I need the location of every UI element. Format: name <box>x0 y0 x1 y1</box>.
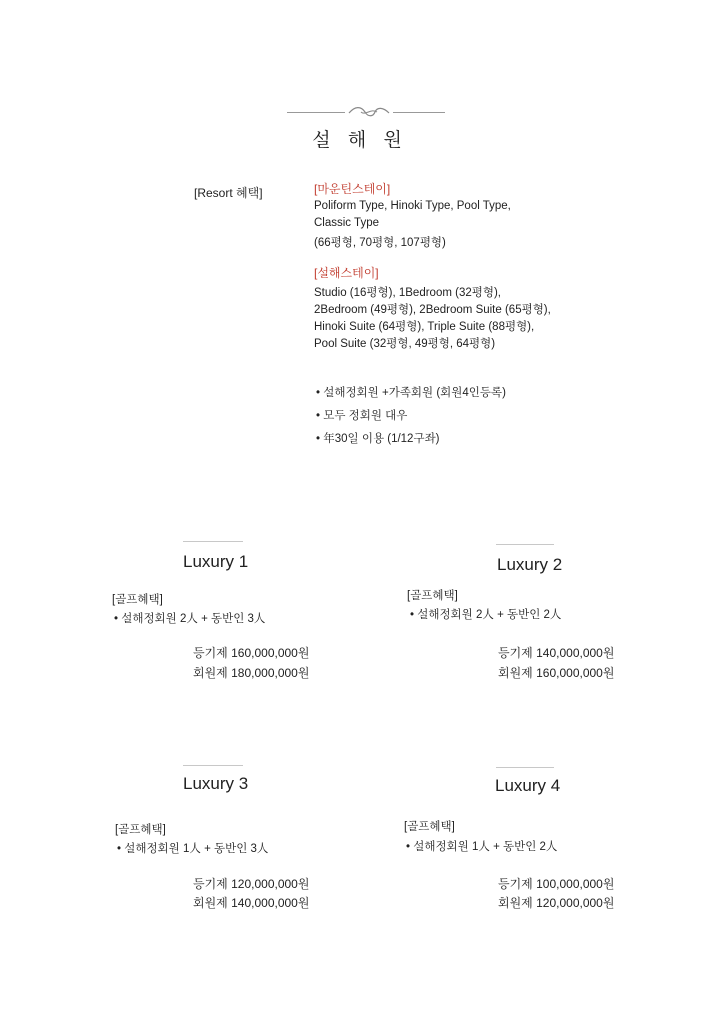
mountain-stay-line: Classic Type <box>314 217 379 229</box>
luxury-4-price-registered: 등기제 100,000,000원 <box>498 877 615 891</box>
luxury-2-price-registered: 등기제 140,000,000원 <box>498 646 615 660</box>
luxury-4-divider <box>496 767 554 768</box>
luxury-3-divider <box>183 765 243 766</box>
resort-label: [Resort 혜택] <box>194 186 263 200</box>
luxury-2-benefit: • 설해정회원 2人 + 동반인 2人 <box>410 607 561 624</box>
list-item: • 설해정회원 +가족회원 (회원4인등록) <box>316 382 616 405</box>
seahae-stay-line: Studio (16평형), 1Bedroom (32평형), <box>314 287 501 299</box>
luxury-3-benefit: • 설해정회원 1人 + 동반인 3人 <box>117 841 268 858</box>
list-item: • 年30일 이용 (1/12구좌) <box>316 428 616 451</box>
list-item: • 모두 정회원 대우 <box>316 405 616 428</box>
ornament-line-right <box>393 112 445 113</box>
luxury-1-title: Luxury 1 <box>183 552 249 571</box>
seahae-stay-section <box>314 265 614 353</box>
luxury-3-price-registered: 등기제 120,000,000원 <box>193 877 310 891</box>
ornament-line-left <box>287 112 345 113</box>
luxury-1-price-membership: 회원제 180,000,000원 <box>193 666 310 680</box>
luxury-2-price-membership: 회원제 160,000,000원 <box>498 666 615 680</box>
luxury-3-price-membership: 회원제 140,000,000원 <box>193 896 310 910</box>
mountain-stay-line: (66평형, 70평형, 107평형) <box>314 237 446 249</box>
luxury-2-title: Luxury 2 <box>497 555 563 574</box>
luxury-1-divider <box>183 541 243 542</box>
page-title: 설 해 원 <box>312 130 408 151</box>
luxury-2-label: [골프혜택] <box>407 590 458 602</box>
mountain-stay-heading: [마운틴스테이] <box>314 182 391 196</box>
luxury-4-title: Luxury 4 <box>495 776 561 795</box>
luxury-2-divider <box>496 544 554 545</box>
seahae-stay-heading: [설해스테이] <box>314 266 379 280</box>
seahae-stay-line: 2Bedroom (49평형), 2Bedroom Suite (65평형), <box>314 304 551 316</box>
luxury-1-label: [골프혜택] <box>112 594 163 606</box>
mountain-stay-line: Poliform Type, Hinoki Type, Pool Type, <box>314 200 511 212</box>
luxury-3-label: [골프혜택] <box>115 824 166 836</box>
resort-bullets <box>316 382 616 451</box>
ornament-flourish-icon <box>347 104 391 120</box>
luxury-4-price-membership: 회원제 120,000,000원 <box>498 896 615 910</box>
luxury-1-price-registered: 등기제 160,000,000원 <box>193 646 310 660</box>
seahae-stay-line: Pool Suite (32평형, 49평형, 64평형) <box>314 338 496 350</box>
luxury-4-label: [골프혜택] <box>404 821 455 833</box>
luxury-3-title: Luxury 3 <box>183 774 249 793</box>
luxury-1-benefit: • 설해정회원 2人 + 동반인 3人 <box>114 611 265 628</box>
seahae-stay-line: Hinoki Suite (64평형), Triple Suite (88평형), <box>314 321 535 333</box>
luxury-4-benefit: • 설해정회원 1人 + 동반인 2人 <box>406 839 557 856</box>
mountain-stay-section <box>314 181 614 252</box>
